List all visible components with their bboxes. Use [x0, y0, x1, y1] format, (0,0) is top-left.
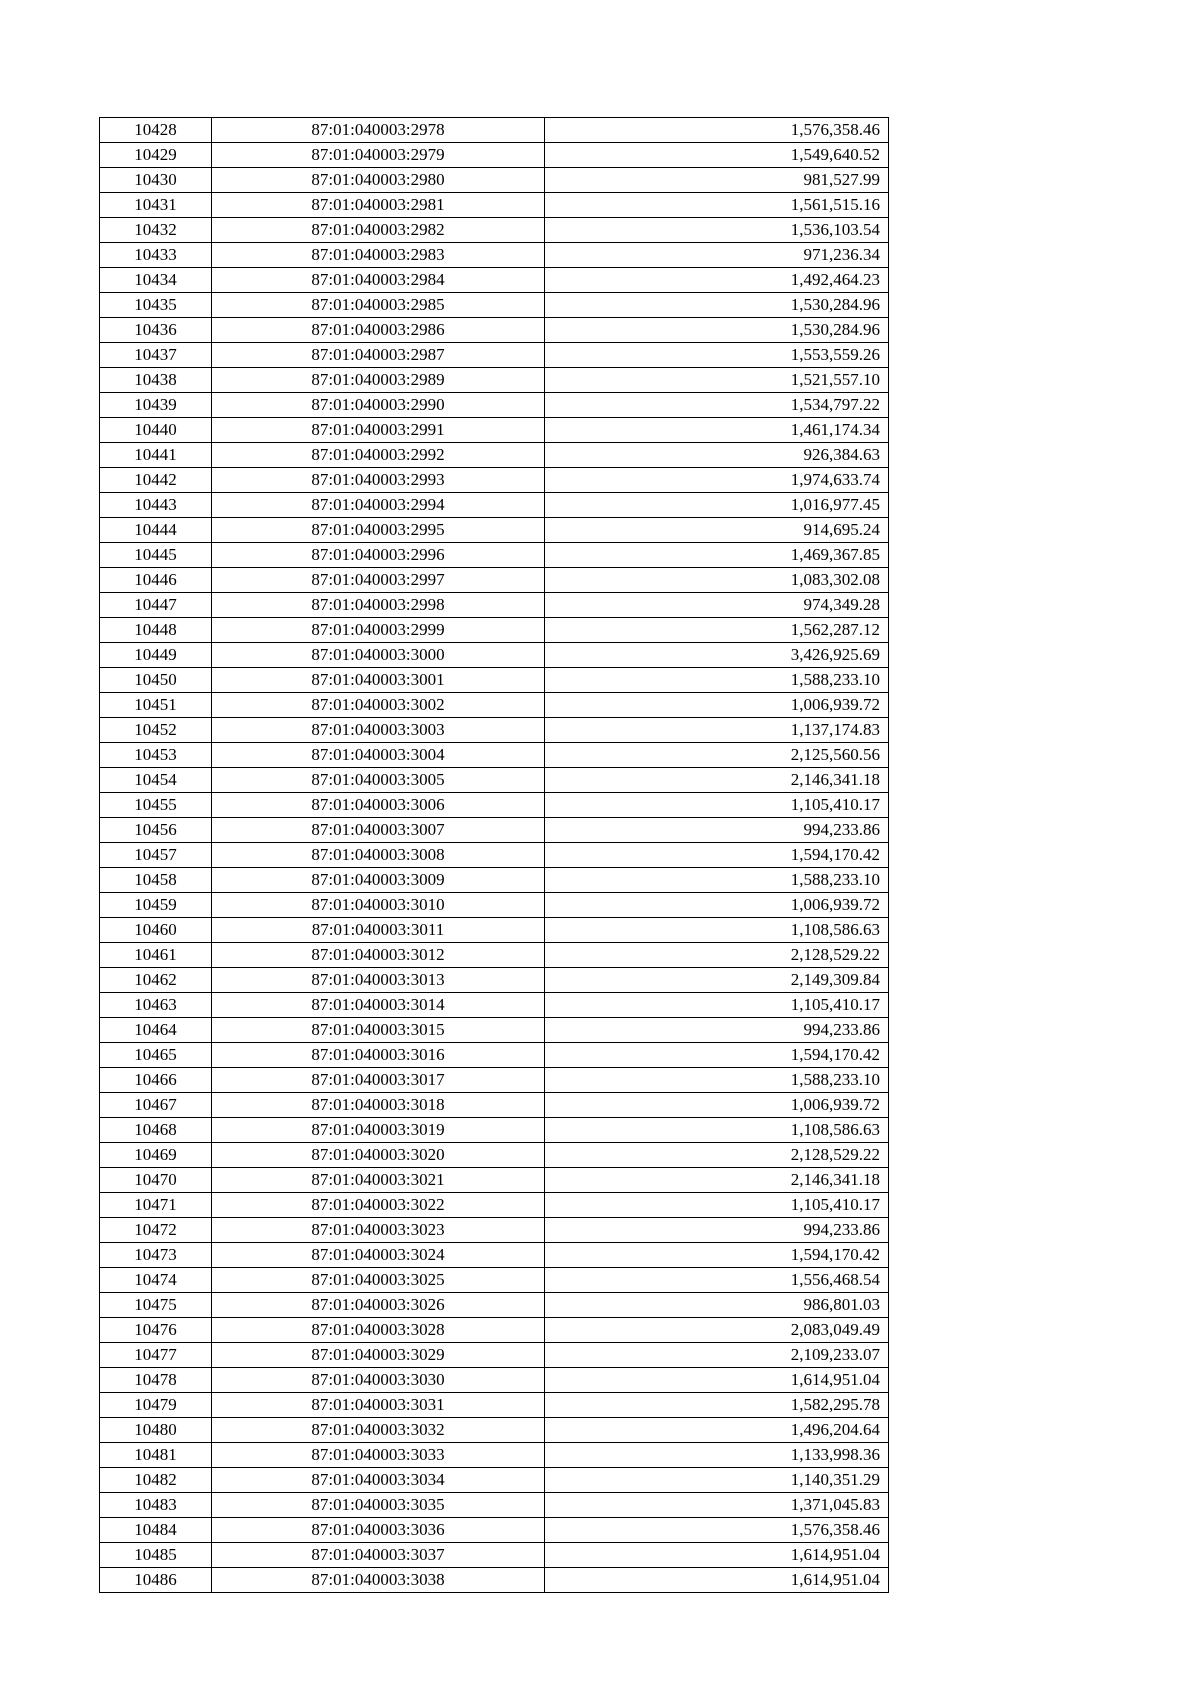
- cadastral-number-cell: 87:01:040003:3024: [212, 1243, 545, 1268]
- cadastral-value-cell: 1,105,410.17: [545, 1193, 889, 1218]
- cadastral-number-cell: 87:01:040003:3005: [212, 768, 545, 793]
- table-row: [100, 1043, 889, 1068]
- row-number-cell: 10461: [100, 943, 212, 968]
- cadastral-value-cell: 1,614,951.04: [545, 1368, 889, 1393]
- cadastral-value-cell: 1,549,640.52: [545, 143, 889, 168]
- cadastral-value-cell: 1,562,287.12: [545, 618, 889, 643]
- cadastral-number-cell: 87:01:040003:2981: [212, 193, 545, 218]
- cadastral-number-cell: 87:01:040003:2993: [212, 468, 545, 493]
- row-number-cell: 10475: [100, 1293, 212, 1318]
- cadastral-value-cell: 1,371,045.83: [545, 1493, 889, 1518]
- row-number-cell: 10459: [100, 893, 212, 918]
- table-row: [100, 693, 889, 718]
- cadastral-number-cell: 87:01:040003:2989: [212, 368, 545, 393]
- table-row: [100, 443, 889, 468]
- cadastral-value-cell: 1,594,170.42: [545, 1043, 889, 1068]
- row-number-cell: 10447: [100, 593, 212, 618]
- cadastral-number-cell: 87:01:040003:3017: [212, 1068, 545, 1093]
- cadastral-value-cell: 1,006,939.72: [545, 893, 889, 918]
- cadastral-number-cell: 87:01:040003:3038: [212, 1568, 545, 1593]
- cadastral-number-cell: 87:01:040003:3031: [212, 1393, 545, 1418]
- table-row: [100, 143, 889, 168]
- cadastral-number-cell: 87:01:040003:3014: [212, 993, 545, 1018]
- cadastral-number-cell: 87:01:040003:3000: [212, 643, 545, 668]
- table-row: [100, 343, 889, 368]
- table-row: [100, 168, 889, 193]
- table-row: [100, 1293, 889, 1318]
- row-number-cell: 10483: [100, 1493, 212, 1518]
- cadastral-number-cell: 87:01:040003:2980: [212, 168, 545, 193]
- table-row: [100, 1093, 889, 1118]
- table-row: [100, 1418, 889, 1443]
- table-row: [100, 1243, 889, 1268]
- table-row: [100, 1268, 889, 1293]
- row-number-cell: 10455: [100, 793, 212, 818]
- cadastral-number-cell: 87:01:040003:2995: [212, 518, 545, 543]
- cadastral-number-cell: 87:01:040003:2984: [212, 268, 545, 293]
- table-row: [100, 943, 889, 968]
- cadastral-value-cell: 994,233.86: [545, 1018, 889, 1043]
- cadastral-value-cell: 1,108,586.63: [545, 918, 889, 943]
- cadastral-number-cell: 87:01:040003:3012: [212, 943, 545, 968]
- table-row: [100, 1143, 889, 1168]
- table-row: [100, 118, 889, 143]
- cadastral-value-cell: 1,582,295.78: [545, 1393, 889, 1418]
- row-number-cell: 10485: [100, 1543, 212, 1568]
- row-number-cell: 10440: [100, 418, 212, 443]
- cadastral-value-cell: 994,233.86: [545, 818, 889, 843]
- table-row: [100, 1393, 889, 1418]
- table-row: [100, 1018, 889, 1043]
- cadastral-number-cell: 87:01:040003:3028: [212, 1318, 545, 1343]
- row-number-cell: 10439: [100, 393, 212, 418]
- cadastral-value-cell: 981,527.99: [545, 168, 889, 193]
- row-number-cell: 10446: [100, 568, 212, 593]
- cadastral-value-cell: 2,083,049.49: [545, 1318, 889, 1343]
- row-number-cell: 10480: [100, 1418, 212, 1443]
- cadastral-number-cell: 87:01:040003:3029: [212, 1343, 545, 1368]
- table-row: [100, 718, 889, 743]
- row-number-cell: 10476: [100, 1318, 212, 1343]
- cadastral-number-cell: 87:01:040003:2992: [212, 443, 545, 468]
- table-row: [100, 818, 889, 843]
- cadastral-number-cell: 87:01:040003:3023: [212, 1218, 545, 1243]
- table-row: [100, 643, 889, 668]
- row-number-cell: 10434: [100, 268, 212, 293]
- cadastral-number-cell: 87:01:040003:3002: [212, 693, 545, 718]
- row-number-cell: 10433: [100, 243, 212, 268]
- cadastral-value-cell: 1,594,170.42: [545, 1243, 889, 1268]
- cadastral-number-cell: 87:01:040003:3015: [212, 1018, 545, 1043]
- row-number-cell: 10472: [100, 1218, 212, 1243]
- table-row: [100, 768, 889, 793]
- row-number-cell: 10445: [100, 543, 212, 568]
- cadastral-number-cell: 87:01:040003:2996: [212, 543, 545, 568]
- table-row: [100, 893, 889, 918]
- row-number-cell: 10479: [100, 1393, 212, 1418]
- row-number-cell: 10449: [100, 643, 212, 668]
- table-row: [100, 493, 889, 518]
- cadastral-number-cell: 87:01:040003:2991: [212, 418, 545, 443]
- table-row: [100, 568, 889, 593]
- row-number-cell: 10482: [100, 1468, 212, 1493]
- cadastral-number-cell: 87:01:040003:3034: [212, 1468, 545, 1493]
- cadastral-value-cell: 974,349.28: [545, 593, 889, 618]
- table-row: [100, 793, 889, 818]
- cadastral-value-cell: 1,105,410.17: [545, 993, 889, 1018]
- cadastral-value-cell: 2,128,529.22: [545, 943, 889, 968]
- cadastral-value-cell: 1,108,586.63: [545, 1118, 889, 1143]
- cadastral-value-cell: 1,536,103.54: [545, 218, 889, 243]
- row-number-cell: 10430: [100, 168, 212, 193]
- cadastral-value-cell: 2,109,233.07: [545, 1343, 889, 1368]
- row-number-cell: 10464: [100, 1018, 212, 1043]
- table-row: [100, 1543, 889, 1568]
- row-number-cell: 10458: [100, 868, 212, 893]
- table-row: [100, 1193, 889, 1218]
- cadastral-value-cell: 986,801.03: [545, 1293, 889, 1318]
- table-row: [100, 1168, 889, 1193]
- row-number-cell: 10484: [100, 1518, 212, 1543]
- cadastral-number-cell: 87:01:040003:2987: [212, 343, 545, 368]
- cadastral-value-cell: 1,105,410.17: [545, 793, 889, 818]
- row-number-cell: 10432: [100, 218, 212, 243]
- row-number-cell: 10437: [100, 343, 212, 368]
- row-number-cell: 10462: [100, 968, 212, 993]
- row-number-cell: 10470: [100, 1168, 212, 1193]
- table-row: [100, 518, 889, 543]
- row-number-cell: 10473: [100, 1243, 212, 1268]
- cadastral-value-cell: 1,461,174.34: [545, 418, 889, 443]
- row-number-cell: 10463: [100, 993, 212, 1018]
- cadastral-value-cell: 1,614,951.04: [545, 1543, 889, 1568]
- cadastral-value-cell: 1,556,468.54: [545, 1268, 889, 1293]
- cadastral-value-cell: 1,576,358.46: [545, 118, 889, 143]
- row-number-cell: 10466: [100, 1068, 212, 1093]
- table-row: [100, 993, 889, 1018]
- cadastral-number-cell: 87:01:040003:2979: [212, 143, 545, 168]
- table-row: [100, 918, 889, 943]
- row-number-cell: 10436: [100, 318, 212, 343]
- cadastral-value-cell: 1,016,977.45: [545, 493, 889, 518]
- cadastral-value-cell: 1,006,939.72: [545, 1093, 889, 1118]
- cadastral-number-cell: 87:01:040003:3018: [212, 1093, 545, 1118]
- table-row: [100, 1068, 889, 1093]
- table-row: [100, 593, 889, 618]
- cadastral-value-cell: 1,530,284.96: [545, 318, 889, 343]
- table-row: [100, 393, 889, 418]
- table-row: [100, 1368, 889, 1393]
- table-row: [100, 968, 889, 993]
- cadastral-number-cell: 87:01:040003:3008: [212, 843, 545, 868]
- cadastral-number-cell: 87:01:040003:3033: [212, 1443, 545, 1468]
- cadastral-value-cell: 1,594,170.42: [545, 843, 889, 868]
- cadastral-number-cell: 87:01:040003:3032: [212, 1418, 545, 1443]
- cadastral-value-table: [99, 117, 889, 1593]
- row-number-cell: 10438: [100, 368, 212, 393]
- row-number-cell: 10454: [100, 768, 212, 793]
- cadastral-number-cell: 87:01:040003:3011: [212, 918, 545, 943]
- cadastral-number-cell: 87:01:040003:2997: [212, 568, 545, 593]
- row-number-cell: 10457: [100, 843, 212, 868]
- cadastral-number-cell: 87:01:040003:3007: [212, 818, 545, 843]
- table-body: [100, 118, 889, 1593]
- cadastral-value-cell: 2,149,309.84: [545, 968, 889, 993]
- cadastral-number-cell: 87:01:040003:3001: [212, 668, 545, 693]
- cadastral-number-cell: 87:01:040003:3013: [212, 968, 545, 993]
- cadastral-value-cell: 1,469,367.85: [545, 543, 889, 568]
- table-row: [100, 1343, 889, 1368]
- cadastral-value-cell: 2,146,341.18: [545, 1168, 889, 1193]
- cadastral-value-cell: 1,534,797.22: [545, 393, 889, 418]
- cadastral-number-cell: 87:01:040003:2998: [212, 593, 545, 618]
- cadastral-number-cell: 87:01:040003:2990: [212, 393, 545, 418]
- cadastral-value-cell: 1,133,998.36: [545, 1443, 889, 1468]
- cadastral-number-cell: 87:01:040003:3006: [212, 793, 545, 818]
- cadastral-value-cell: 2,125,560.56: [545, 743, 889, 768]
- cadastral-value-cell: 1,137,174.83: [545, 718, 889, 743]
- table-row: [100, 468, 889, 493]
- row-number-cell: 10428: [100, 118, 212, 143]
- cadastral-value-cell: 994,233.86: [545, 1218, 889, 1243]
- row-number-cell: 10451: [100, 693, 212, 718]
- cadastral-value-cell: 914,695.24: [545, 518, 889, 543]
- row-number-cell: 10465: [100, 1043, 212, 1068]
- cadastral-value-cell: 1,140,351.29: [545, 1468, 889, 1493]
- table-row: [100, 868, 889, 893]
- table-row: [100, 1118, 889, 1143]
- cadastral-number-cell: 87:01:040003:2978: [212, 118, 545, 143]
- table-row: [100, 218, 889, 243]
- table-row: [100, 843, 889, 868]
- cadastral-value-cell: 1,530,284.96: [545, 293, 889, 318]
- cadastral-number-cell: 87:01:040003:3026: [212, 1293, 545, 1318]
- row-number-cell: 10481: [100, 1443, 212, 1468]
- row-number-cell: 10469: [100, 1143, 212, 1168]
- table-row: [100, 243, 889, 268]
- row-number-cell: 10477: [100, 1343, 212, 1368]
- row-number-cell: 10453: [100, 743, 212, 768]
- row-number-cell: 10448: [100, 618, 212, 643]
- row-number-cell: 10474: [100, 1268, 212, 1293]
- row-number-cell: 10435: [100, 293, 212, 318]
- cadastral-number-cell: 87:01:040003:3016: [212, 1043, 545, 1068]
- table-row: [100, 418, 889, 443]
- table-row: [100, 618, 889, 643]
- row-number-cell: 10468: [100, 1118, 212, 1143]
- row-number-cell: 10452: [100, 718, 212, 743]
- cadastral-value-cell: 1,588,233.10: [545, 868, 889, 893]
- row-number-cell: 10444: [100, 518, 212, 543]
- cadastral-number-cell: 87:01:040003:2999: [212, 618, 545, 643]
- cadastral-value-cell: 926,384.63: [545, 443, 889, 468]
- cadastral-number-cell: 87:01:040003:3030: [212, 1368, 545, 1393]
- table-row: [100, 268, 889, 293]
- table-row: [100, 1568, 889, 1593]
- row-number-cell: 10441: [100, 443, 212, 468]
- table-row: [100, 1318, 889, 1343]
- table-row: [100, 293, 889, 318]
- cadastral-number-cell: 87:01:040003:3025: [212, 1268, 545, 1293]
- row-number-cell: 10456: [100, 818, 212, 843]
- row-number-cell: 10443: [100, 493, 212, 518]
- cadastral-value-cell: 1,614,951.04: [545, 1568, 889, 1593]
- cadastral-number-cell: 87:01:040003:3022: [212, 1193, 545, 1218]
- cadastral-value-cell: 1,588,233.10: [545, 668, 889, 693]
- cadastral-number-cell: 87:01:040003:2994: [212, 493, 545, 518]
- table-row: [100, 1493, 889, 1518]
- cadastral-value-cell: 3,426,925.69: [545, 643, 889, 668]
- cadastral-number-cell: 87:01:040003:2985: [212, 293, 545, 318]
- cadastral-number-cell: 87:01:040003:2986: [212, 318, 545, 343]
- row-number-cell: 10471: [100, 1193, 212, 1218]
- row-number-cell: 10486: [100, 1568, 212, 1593]
- cadastral-number-cell: 87:01:040003:2983: [212, 243, 545, 268]
- table-row: [100, 1218, 889, 1243]
- cadastral-number-cell: 87:01:040003:2982: [212, 218, 545, 243]
- cadastral-number-cell: 87:01:040003:3020: [212, 1143, 545, 1168]
- table-row: [100, 1518, 889, 1543]
- cadastral-number-cell: 87:01:040003:3035: [212, 1493, 545, 1518]
- table-row: [100, 1468, 889, 1493]
- cadastral-value-cell: 1,974,633.74: [545, 468, 889, 493]
- cadastral-number-cell: 87:01:040003:3019: [212, 1118, 545, 1143]
- cadastral-value-cell: 2,146,341.18: [545, 768, 889, 793]
- row-number-cell: 10478: [100, 1368, 212, 1393]
- table-row: [100, 543, 889, 568]
- cadastral-value-cell: 1,496,204.64: [545, 1418, 889, 1443]
- table-row: [100, 743, 889, 768]
- table-row: [100, 368, 889, 393]
- row-number-cell: 10450: [100, 668, 212, 693]
- cadastral-value-cell: 1,521,557.10: [545, 368, 889, 393]
- cadastral-value-cell: 1,006,939.72: [545, 693, 889, 718]
- cadastral-number-cell: 87:01:040003:3021: [212, 1168, 545, 1193]
- cadastral-value-cell: 1,561,515.16: [545, 193, 889, 218]
- row-number-cell: 10431: [100, 193, 212, 218]
- cadastral-value-cell: 971,236.34: [545, 243, 889, 268]
- row-number-cell: 10467: [100, 1093, 212, 1118]
- table-row: [100, 318, 889, 343]
- cadastral-number-cell: 87:01:040003:3009: [212, 868, 545, 893]
- row-number-cell: 10442: [100, 468, 212, 493]
- cadastral-value-cell: 1,588,233.10: [545, 1068, 889, 1093]
- table-row: [100, 1443, 889, 1468]
- cadastral-value-cell: 1,492,464.23: [545, 268, 889, 293]
- cadastral-value-cell: 1,576,358.46: [545, 1518, 889, 1543]
- cadastral-value-cell: 1,553,559.26: [545, 343, 889, 368]
- table-row: [100, 668, 889, 693]
- cadastral-number-cell: 87:01:040003:3037: [212, 1543, 545, 1568]
- cadastral-number-cell: 87:01:040003:3010: [212, 893, 545, 918]
- cadastral-number-cell: 87:01:040003:3003: [212, 718, 545, 743]
- cadastral-number-cell: 87:01:040003:3004: [212, 743, 545, 768]
- row-number-cell: 10429: [100, 143, 212, 168]
- cadastral-value-cell: 2,128,529.22: [545, 1143, 889, 1168]
- cadastral-number-cell: 87:01:040003:3036: [212, 1518, 545, 1543]
- table-row: [100, 193, 889, 218]
- row-number-cell: 10460: [100, 918, 212, 943]
- cadastral-value-cell: 1,083,302.08: [545, 568, 889, 593]
